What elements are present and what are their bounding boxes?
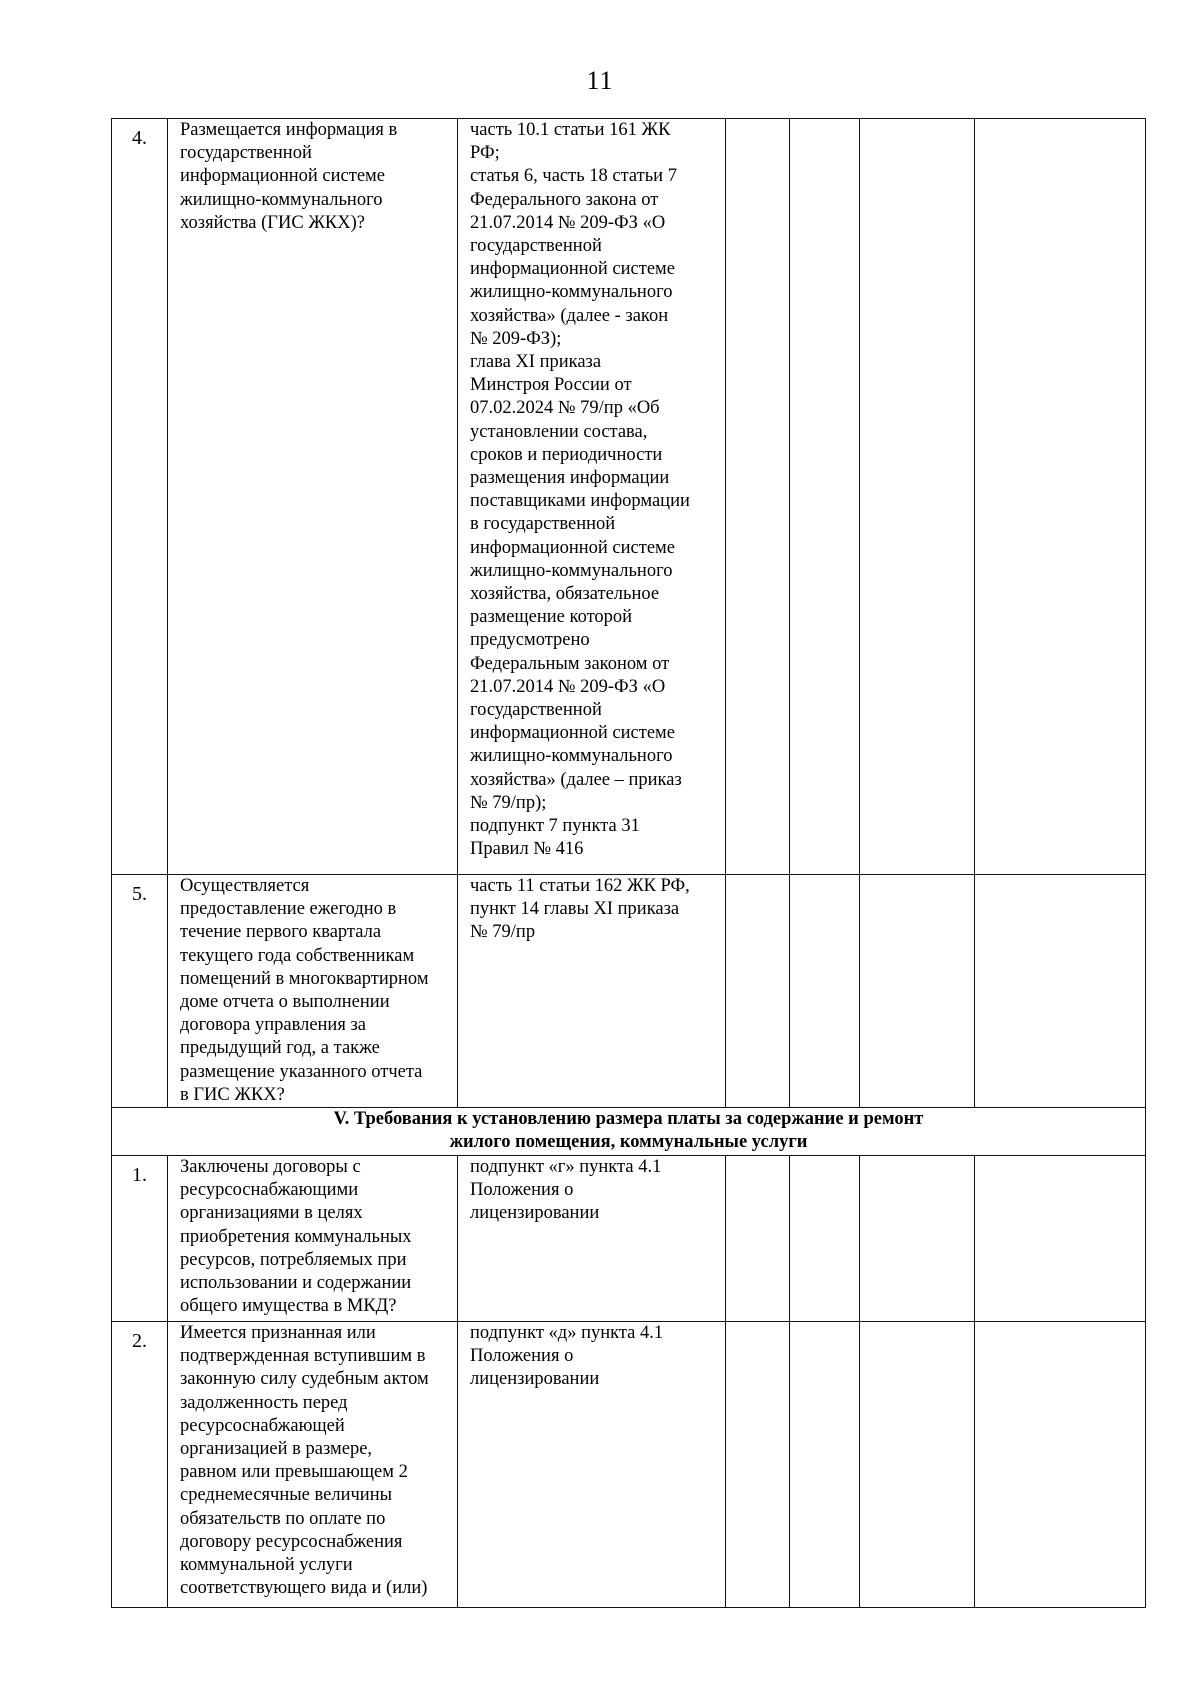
answer-yes-cell[interactable] xyxy=(726,1156,790,1322)
row-number: 5. xyxy=(112,875,168,1108)
table-row xyxy=(112,875,1146,1108)
table-row xyxy=(112,1156,1146,1322)
note-cell[interactable] xyxy=(975,1156,1146,1322)
answer-no-cell[interactable] xyxy=(790,1156,860,1322)
row-number: 4. xyxy=(112,119,168,875)
question-cell: Осуществляется предоставление ежегодно в течение первого квартала текущего года собственникам помещений в многоквартирном доме отчета о выполнении договора управления за предыдущий год, а также размещение указанного отчета в ГИС ЖКХ? xyxy=(168,875,458,1108)
not-applicable-cell[interactable] xyxy=(860,875,975,1108)
table-row xyxy=(112,119,1146,875)
legal-reference-cell: подпункт «д» пункта 4.1 Положения о лицензировании xyxy=(458,1322,726,1608)
answer-no-cell[interactable] xyxy=(790,1322,860,1608)
question-cell: Имеется признанная или подтвержденная вступившим в законную силу судебным актом задолженность перед ресурсоснабжающей организацией в размере, равном или превышающем 2 среднемесячные величины обязательств по оплате по договору ресурсоснабжения коммунальной услуги соответствующего вида и (или) xyxy=(168,1322,458,1608)
note-cell[interactable] xyxy=(975,119,1146,875)
note-cell[interactable] xyxy=(975,875,1146,1108)
answer-no-cell[interactable] xyxy=(790,119,860,875)
page-number: 11 xyxy=(586,66,614,95)
not-applicable-cell[interactable] xyxy=(860,119,975,875)
question-cell: Заключены договоры с ресурсоснабжающими организациями в целях приобретения коммунальных ресурсов, потребляемых при использовании и содержании общего имущества в МКД? xyxy=(168,1156,458,1322)
not-applicable-cell[interactable] xyxy=(860,1156,975,1322)
legal-reference-cell: часть 10.1 статьи 161 ЖК РФ; статья 6, часть 18 статьи 7 Федерального закона от 21.07.2014 № 209-ФЗ «О государственной информационной системе жилищно-коммунального хозяйства» (далее - закон № 209-ФЗ); глава XI приказа Минстроя России от 07.02.2024 № 79/пр «Об установлении состава, сроков и периодичности размещения информации поставщиками информации в государственной информационной системе жилищно-коммунального хозяйства, обязательное размещение которой предусмотрено Федеральным законом от 21.07.2014 № 209-ФЗ «О государственной информационной системе жилищно-коммунального хозяйства» (далее – приказ № 79/пр); подпункт 7 пункта 31 Правил № 416 xyxy=(458,119,726,875)
answer-yes-cell[interactable] xyxy=(726,119,790,875)
section-heading-row xyxy=(112,1108,1146,1156)
note-cell[interactable] xyxy=(975,1322,1146,1608)
row-number: 1. xyxy=(112,1156,168,1322)
not-applicable-cell[interactable] xyxy=(860,1322,975,1608)
legal-reference-cell: часть 11 статьи 162 ЖК РФ, пункт 14 главы XI приказа № 79/пр xyxy=(458,875,726,1108)
answer-yes-cell[interactable] xyxy=(726,875,790,1108)
answer-no-cell[interactable] xyxy=(790,875,860,1108)
answer-yes-cell[interactable] xyxy=(726,1322,790,1608)
checklist-table xyxy=(111,118,1146,1608)
question-cell: Размещается информация в государственной информационной системе жилищно-коммунального хозяйства (ГИС ЖКХ)? xyxy=(168,119,458,875)
legal-reference-cell: подпункт «г» пункта 4.1 Положения о лицензировании xyxy=(458,1156,726,1322)
row-number: 2. xyxy=(112,1322,168,1608)
table-row xyxy=(112,1322,1146,1608)
section-heading: V. Требования к установлению размера платы за содержание и ремонт жилого помещения, коммунальные услуги xyxy=(112,1108,1146,1156)
